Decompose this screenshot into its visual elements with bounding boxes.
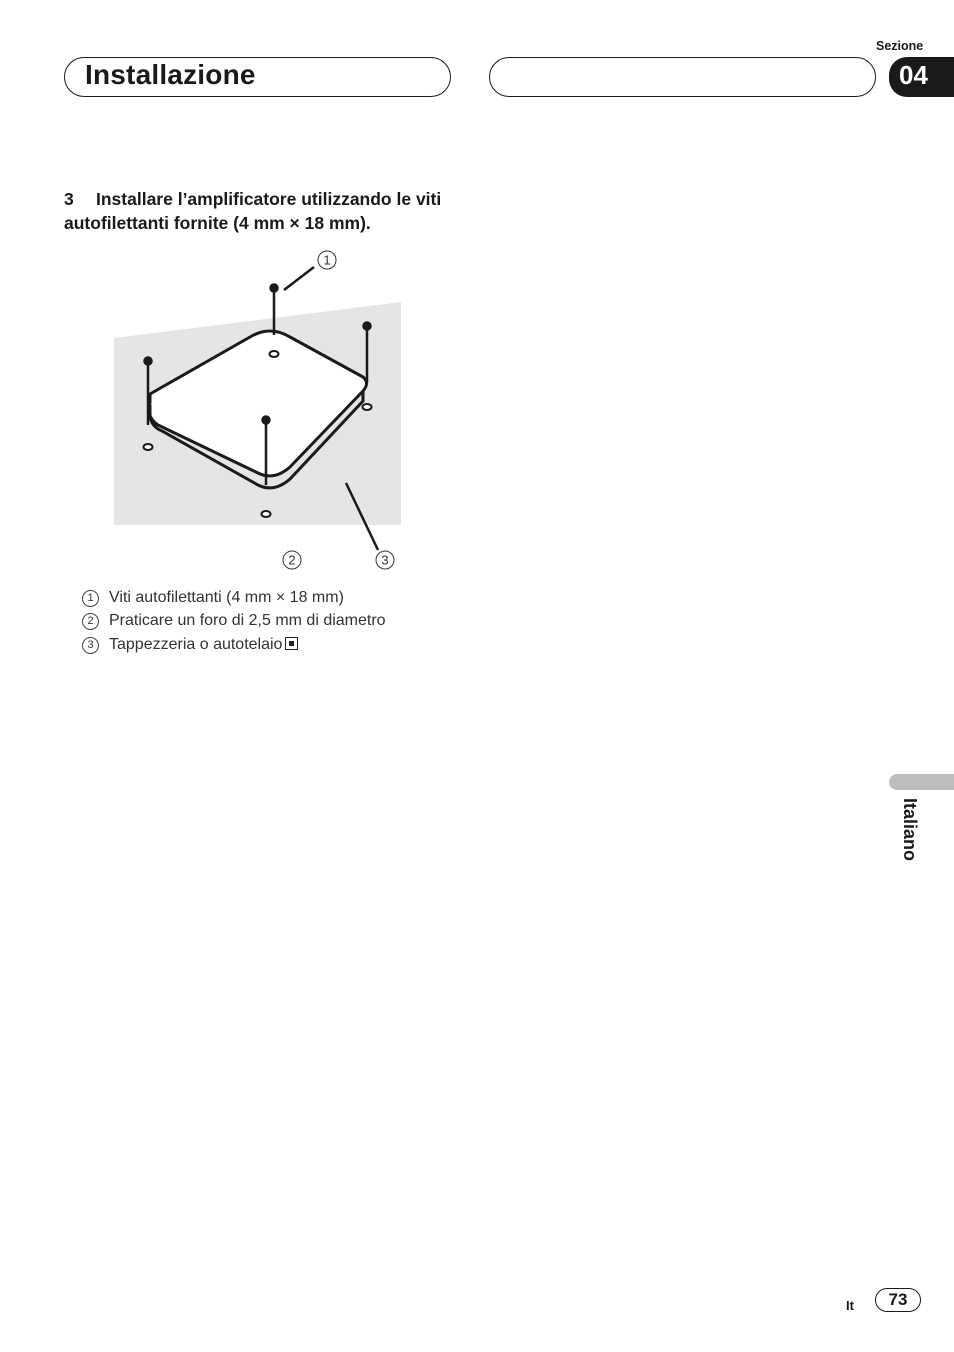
chapter-title-pill — [64, 57, 451, 97]
legend-item — [82, 612, 386, 630]
header-blank-pill — [489, 57, 876, 97]
page-number: 73 — [875, 1288, 921, 1312]
callout-3: 3 — [381, 552, 389, 568]
step-instruction — [64, 187, 454, 235]
section-number: 04 — [899, 60, 928, 90]
section-label: Sezione — [876, 39, 924, 53]
page-language-code: It — [846, 1298, 854, 1313]
leader-line — [284, 267, 314, 290]
step-number: 3 — [64, 189, 74, 209]
legend-text: Viti autofilettanti (4 mm × 18 mm) — [109, 589, 344, 606]
chapter-title: Installazione — [85, 59, 256, 90]
legend-marker: 2 — [82, 613, 99, 630]
installation-figure — [100, 245, 410, 585]
legend-item — [82, 636, 298, 654]
callout-marker — [318, 251, 336, 269]
legend-text: Tappezzeria o autotelaio — [109, 636, 283, 653]
callout-2: 2 — [288, 552, 296, 568]
legend-marker: 3 — [82, 637, 99, 654]
step-text: Installare l’amplificatore utilizzando le viti autofilettanti fornite (4 mm × 18 mm). — [64, 189, 442, 233]
language-tab — [889, 774, 954, 790]
end-mark-icon — [285, 637, 298, 650]
legend-item — [82, 589, 344, 607]
callout-1: 1 — [323, 252, 331, 268]
legend-text: Praticare un foro di 2,5 mm di diametro — [109, 612, 386, 629]
callout-marker — [283, 551, 301, 569]
callout-marker — [376, 551, 394, 569]
legend-marker: 1 — [82, 590, 99, 607]
section-tab — [889, 57, 954, 97]
language-label: Italiano — [900, 798, 920, 862]
